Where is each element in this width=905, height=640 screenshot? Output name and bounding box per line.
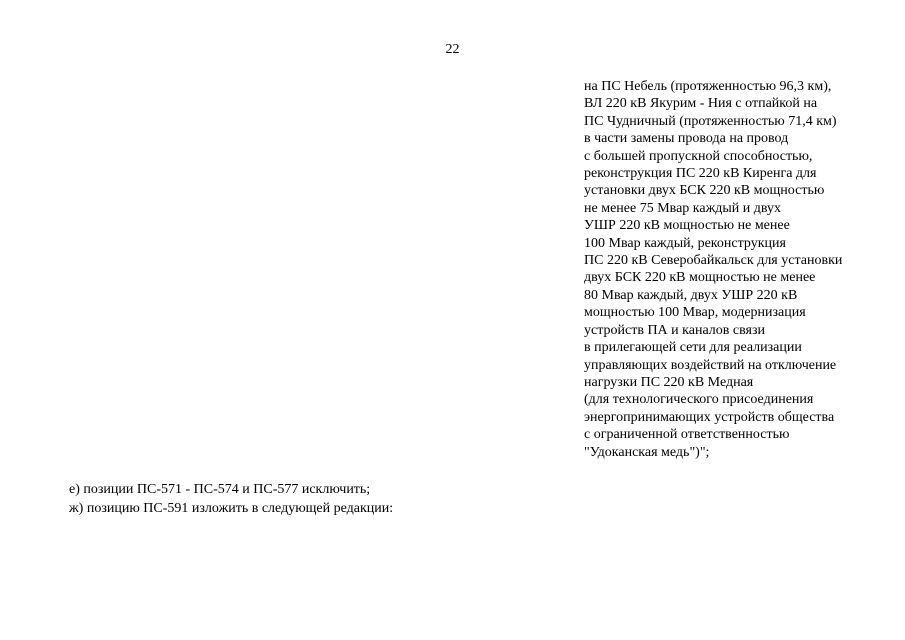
page-number: 22 [445, 42, 460, 57]
paragraph-item-e: е) позиции ПС-571 - ПС-574 и ПС-577 исключить; [69, 482, 371, 497]
text-line: в части замены провода на провод [584, 131, 789, 147]
text-line: установки двух БСК 220 кВ мощностью [584, 183, 825, 199]
text-line: двух БСК 220 кВ мощностью не менее [584, 270, 816, 286]
text-line: ПС 220 кВ Северобайкальск для установки [584, 253, 843, 269]
text-line: ВЛ 220 кВ Якурим - Ния с отпайкой на [584, 96, 818, 112]
paragraph-item-zh: ж) позицию ПС-591 изложить в следующей редакции: [69, 501, 394, 516]
text-line: мощностью 100 Мвар, модернизация [584, 305, 806, 321]
text-line: энергопринимающих устройств общества [584, 409, 835, 425]
text-line: на ПС Небель (протяженностью 96,3 км), [584, 79, 832, 94]
text-line: в прилегающей сети для реализации [584, 340, 802, 356]
text-line: управляющих воздействий на отключение [584, 357, 837, 373]
text-line: "Удоканская медь")"; [584, 444, 710, 460]
text-line: реконструкция ПС 220 кВ Киренга для [584, 166, 817, 182]
text-line: ПС Чудничный (протяженностью 71,4 км) [584, 113, 837, 129]
text-line: (для технологического присоединения [584, 392, 814, 408]
text-line: с ограниченной ответственностью [584, 427, 790, 443]
table-cell-description [584, 78, 884, 461]
text-line: не менее 75 Мвар каждый и двух [584, 200, 782, 216]
text-line: устройств ПА и каналов связи [584, 322, 765, 338]
text-line: УШР 220 кВ мощностью не менее [584, 218, 790, 234]
text-line: 100 Мвар каждый, реконструкция [584, 235, 786, 251]
text-line: 80 Мвар каждый, двух УШР 220 кВ [584, 287, 798, 303]
text-line: с большей пропускной способностью, [584, 148, 813, 164]
text-line: нагрузки ПС 220 кВ Медная [584, 374, 754, 390]
